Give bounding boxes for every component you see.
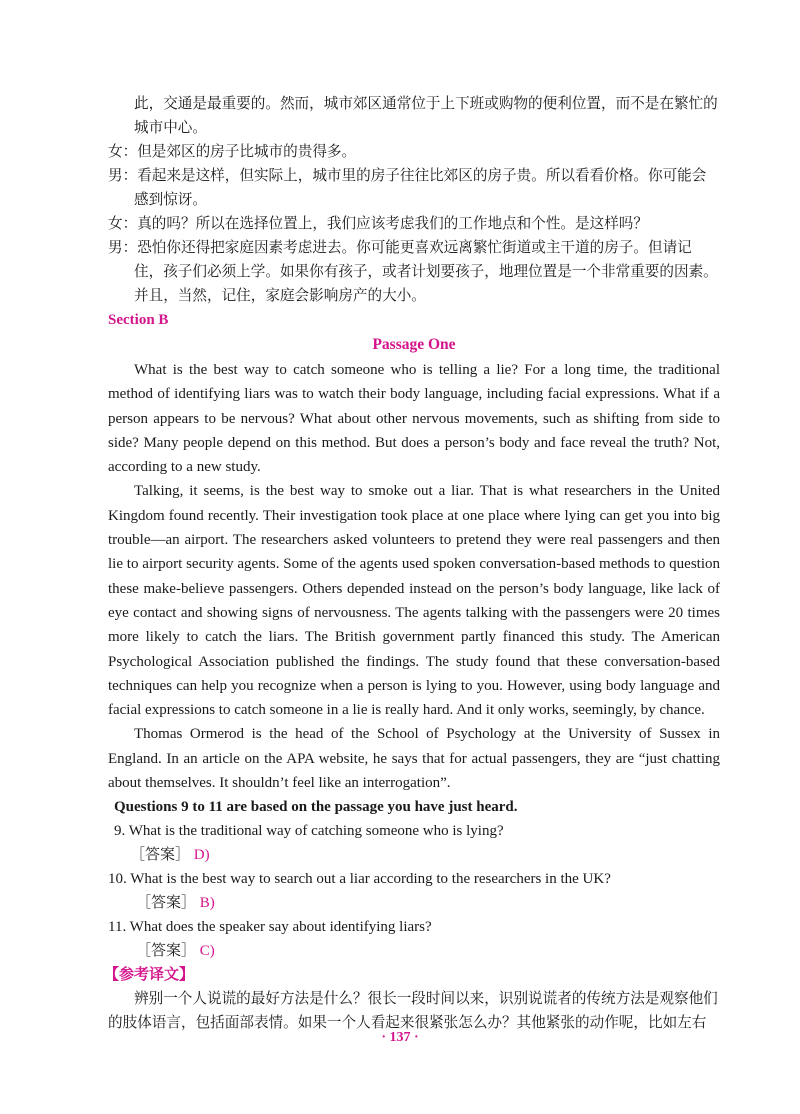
speaker-label: 男：: [108, 240, 138, 256]
answer-value: C): [199, 943, 215, 960]
dialogue-text: 此，交通是最重要的。然而，城市郊区通常位于上下班或购物的便利位置，而不是在繁忙的城市中心。: [134, 96, 718, 136]
answer-label: ［答案］: [136, 943, 197, 960]
section-label: Section B: [108, 312, 169, 328]
dialogue-line: [108, 212, 720, 236]
dialogue-line: [108, 140, 720, 164]
questions-heading: Questions 9 to 11 are based on the passage you have just heard.: [114, 799, 518, 816]
dialogue-line: [108, 236, 720, 308]
passage-paragraph: What is the best way to catch someone who is telling a lie? For a long time, the traditional method of identifying liars was to watch their body language, including facial expressions. What if a person appears to be nervous? What about other nervous movements, such as shifting from side to side? Many people depend on this method. But does a person’s body and face reveal the truth? Not, according to a new study.: [108, 362, 720, 476]
question: 11. What does the speaker say about identifying liars?: [108, 919, 432, 936]
answer-label: ［答案］: [130, 847, 191, 864]
page-number: · 137 ·: [381, 1030, 419, 1045]
dialogue-text: 恐怕你还得把家庭因素考虑进去。你可能更喜欢远离繁忙街道或主干道的房子。但请记住，孩子们必须上学。如果你有孩子，或者计划要孩子，地理位置是一个非常重要的因素。并且，当然，记住，家庭会影响房产的大小。: [134, 240, 718, 304]
reference-translation-label: 【参考译文】: [104, 967, 195, 984]
question: 10. What is the best way to search out a liar according to the researchers in the UK?: [108, 871, 611, 888]
dialogue-text: 真的吗？所以在选择位置上，我们应该考虑我们的工作地点和个性。是这样吗？: [137, 216, 648, 232]
answer-line: [108, 843, 720, 867]
answer-line: [108, 891, 720, 915]
speaker-label: 女：: [108, 216, 138, 232]
speaker-label: 女：: [108, 144, 138, 160]
speaker-label: 男：: [108, 168, 138, 184]
dialogue-continuation: [108, 92, 720, 140]
answer-value: D): [193, 847, 210, 864]
answer-line: [108, 939, 720, 963]
passage-paragraph: Thomas Ormerod is the head of the School of Psychology at the University of Sussex in England. In an article on the APA website, he says that for actual passengers, they are “just chatting about themselves. It shouldn’t feel like an interrogation”.: [108, 726, 720, 792]
document-page: [104, 92, 720, 1035]
answer-value: B): [199, 895, 215, 912]
dialogue-text: 但是郊区的房子比城市的贵得多。: [137, 144, 357, 160]
answer-label: ［答案］: [136, 895, 197, 912]
passage-paragraph: Talking, it seems, is the best way to smoke out a liar. That is what researchers in the United Kingdom found recently. Their investigation took place at one place where lying can get you into big trouble—an airport. The researchers asked volunteers to pretend they were real passengers and then lie to airport security agents. Some of the agents used spoken conversation-based methods to question these make-believe passengers. Others depended instead on the person’s body language, like lack of eye contact and showing signs of nervousness. The agents talking with the passengers were 20 times more likely to catch the liars. The British government partly financed this study. The American Psychological Association published the findings. The study found that these conversation-based techniques can help you recognize when a person is lying to you. However, using body language and facial expressions to catch someone in a lie is really hard. And it only works, seemingly, by chance.: [108, 483, 720, 719]
dialogue-text: 看起来是这样，但实际上，城市里的房子往往比郊区的房子贵。所以看看价格。你可能会感到惊讶。: [134, 168, 707, 208]
dialogue-line: [108, 164, 720, 212]
translation-paragraph: 辨别一个人说谎的最好方法是什么？很长一段时间以来，识别说谎者的传统方法是观察他们的肢体语言，包括面部表情。如果一个人看起来很紧张怎么办？其他紧张的动作呢，比如左右: [108, 991, 718, 1032]
question: 9. What is the traditional way of catching someone who is lying?: [114, 823, 504, 840]
passage-title: Passage One: [372, 336, 456, 353]
